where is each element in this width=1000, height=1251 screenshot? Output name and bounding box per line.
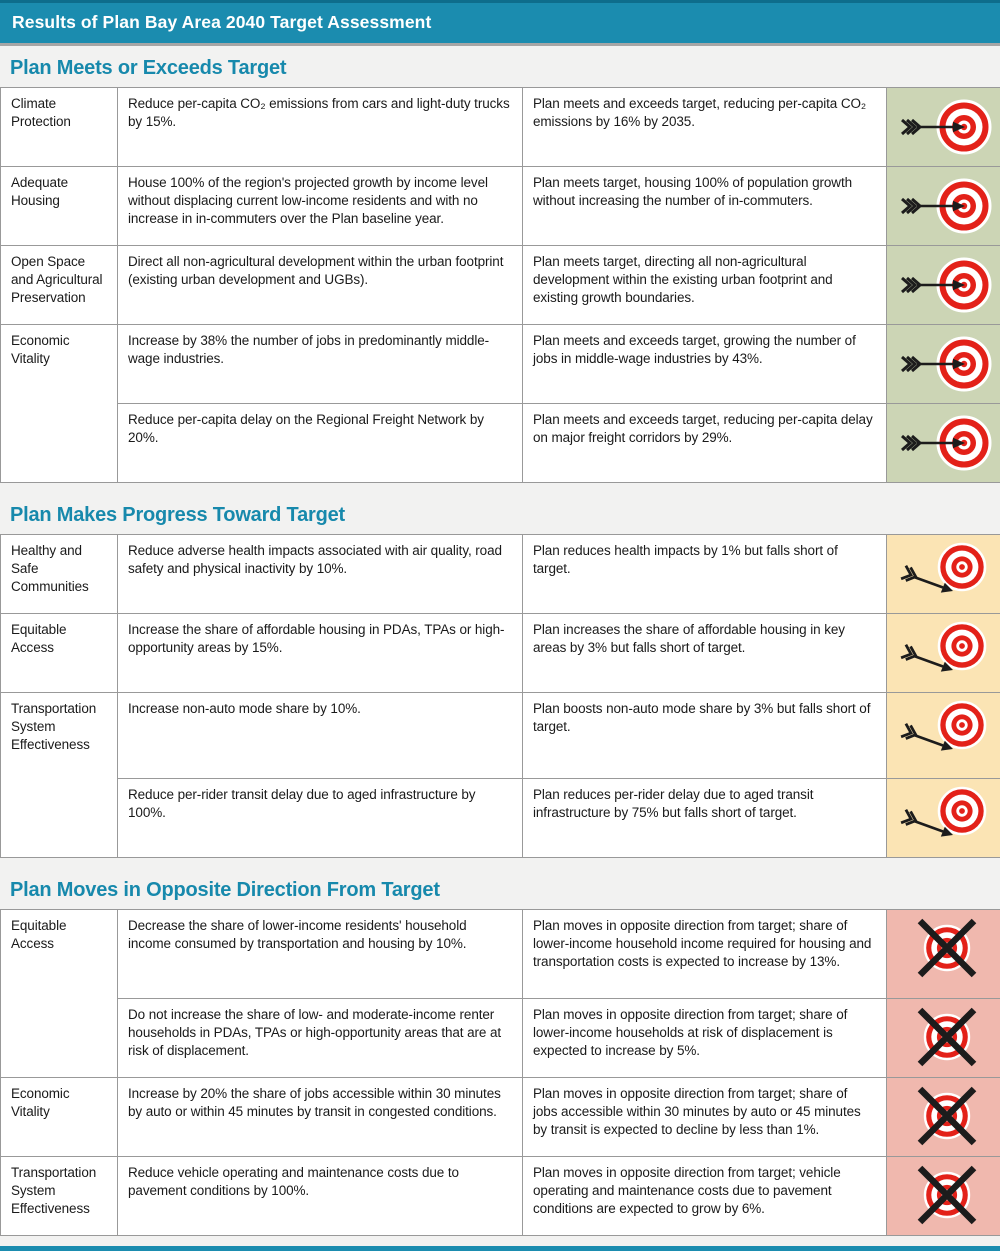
- target-arrow-center-icon: [897, 174, 997, 238]
- category-cell: Equitable Access: [1, 910, 118, 1078]
- category-cell: Transportation System Effectiveness: [1, 693, 118, 858]
- target-arrow-edge-icon: [897, 786, 997, 850]
- target-crossed-out-icon: [897, 1085, 997, 1149]
- table-row: [1, 1078, 1000, 1157]
- result-cell: Plan moves in opposite direction from target; share of lower-income household income required for housing and transportation costs is expected to increase by 13%.: [523, 910, 887, 999]
- category-cell: Adequate Housing: [1, 167, 118, 246]
- status-icon-cell: [887, 88, 1000, 167]
- section-opposite-target: [0, 868, 1000, 1236]
- table-row: [1, 614, 1000, 693]
- category-cell: Open Space and Agricultural Preservation: [1, 246, 118, 325]
- table-row: [1, 167, 1000, 246]
- section-heading-meets: Plan Meets or Exceeds Target: [0, 46, 1000, 87]
- status-icon-cell: [887, 246, 1000, 325]
- result-cell: Plan meets and exceeds target, reducing per-capita CO₂ emissions by 16% by 2035.: [523, 88, 887, 167]
- target-arrow-center-icon: [897, 411, 997, 475]
- target-arrow-center-icon: [897, 332, 997, 396]
- result-cell: Plan meets target, directing all non-agricultural development within the existing urban footprint and existing growth boundaries.: [523, 246, 887, 325]
- target-crossed-out-icon: [897, 1164, 997, 1228]
- status-icon-cell: [887, 1157, 1000, 1236]
- status-icon-cell: [887, 999, 1000, 1078]
- category-cell: Equitable Access: [1, 614, 118, 693]
- target-cell: Increase the share of affordable housing in PDAs, TPAs or high-opportunity areas by 15%.: [118, 614, 523, 693]
- target-cell: Do not increase the share of low- and moderate-income renter households in PDAs, TPAs or high-opportunity areas that are at risk of displacement.: [118, 999, 523, 1078]
- section-divider: [0, 858, 1000, 868]
- category-cell: Economic Vitality: [1, 1078, 118, 1157]
- bottom-teal-strip: [0, 1246, 1000, 1251]
- category-cell: Economic Vitality: [1, 325, 118, 483]
- target-cell: Direct all non-agricultural development within the urban footprint (existing urban development and UGBs).: [118, 246, 523, 325]
- target-cell: House 100% of the region's projected growth by income level without displacing current low-income residents and with no increase in in-commuters over the Plan baseline year.: [118, 167, 523, 246]
- target-arrow-center-icon: [897, 253, 997, 317]
- result-cell: Plan moves in opposite direction from target; share of jobs accessible within 30 minutes by auto or 45 minutes by transit is expected to decline by less than 1%.: [523, 1078, 887, 1157]
- category-cell: Transportation System Effectiveness: [1, 1157, 118, 1236]
- target-arrow-edge-icon: [897, 621, 997, 685]
- result-cell: Plan increases the share of affordable housing in key areas by 3% but falls short of target.: [523, 614, 887, 693]
- status-icon-cell: [887, 325, 1000, 404]
- section-progress-target: [0, 493, 1000, 858]
- section-heading-opposite: Plan Moves in Opposite Direction From Target: [0, 868, 1000, 909]
- result-cell: Plan reduces health impacts by 1% but falls short of target.: [523, 535, 887, 614]
- status-icon-cell: [887, 404, 1000, 483]
- target-cell: Reduce vehicle operating and maintenance costs due to pavement conditions by 100%.: [118, 1157, 523, 1236]
- section-meets-target: [0, 46, 1000, 483]
- category-cell: Climate Protection: [1, 88, 118, 167]
- meets-target-table: [0, 87, 1000, 483]
- table-row: [1, 325, 1000, 404]
- result-cell: Plan moves in opposite direction from target; vehicle operating and maintenance costs due to pavement conditions are expected to grow by 6%.: [523, 1157, 887, 1236]
- status-icon-cell: [887, 614, 1000, 693]
- target-crossed-out-icon: [897, 917, 997, 981]
- table-row: [1, 910, 1000, 999]
- status-icon-cell: [887, 779, 1000, 858]
- opposite-target-table: [0, 909, 1000, 1236]
- target-cell: Reduce per-capita CO₂ emissions from cars and light-duty trucks by 15%.: [118, 88, 523, 167]
- table-row: [1, 246, 1000, 325]
- table-row: [1, 535, 1000, 614]
- status-icon-cell: [887, 693, 1000, 779]
- status-icon-cell: [887, 167, 1000, 246]
- target-cell: Reduce per-capita delay on the Regional Freight Network by 20%.: [118, 404, 523, 483]
- target-cell: Increase non-auto mode share by 10%.: [118, 693, 523, 779]
- status-icon-cell: [887, 535, 1000, 614]
- target-arrow-edge-icon: [897, 542, 997, 606]
- result-cell: Plan moves in opposite direction from target; share of lower-income households at risk of displacement is expected to increase by 5%.: [523, 999, 887, 1078]
- status-icon-cell: [887, 1078, 1000, 1157]
- target-cell: Increase by 20% the share of jobs accessible within 30 minutes by auto or within 45 minutes by transit in congested conditions.: [118, 1078, 523, 1157]
- target-arrow-edge-icon: [897, 700, 997, 764]
- table-row: [1, 999, 1000, 1078]
- target-cell: Decrease the share of lower-income residents' household income consumed by transportation and housing by 10%.: [118, 910, 523, 999]
- result-cell: Plan meets and exceeds target, growing the number of jobs in middle-wage industries by 43%.: [523, 325, 887, 404]
- page-title: Results of Plan Bay Area 2040 Target Assessment: [12, 12, 988, 33]
- table-row: [1, 1157, 1000, 1236]
- table-row: [1, 693, 1000, 779]
- status-icon-cell: [887, 910, 1000, 999]
- table-row: [1, 404, 1000, 483]
- result-cell: Plan reduces per-rider delay due to aged transit infrastructure by 75% but falls short of target.: [523, 779, 887, 858]
- category-cell: Healthy and Safe Communities: [1, 535, 118, 614]
- target-crossed-out-icon: [897, 1006, 997, 1070]
- title-bar: [0, 0, 1000, 46]
- table-row: [1, 779, 1000, 858]
- table-row: [1, 88, 1000, 167]
- result-cell: Plan meets target, housing 100% of population growth without increasing the number of in-commuters.: [523, 167, 887, 246]
- target-arrow-center-icon: [897, 95, 997, 159]
- target-cell: Reduce adverse health impacts associated with air quality, road safety and physical inactivity by 10%.: [118, 535, 523, 614]
- result-cell: Plan boosts non-auto mode share by 3% but falls short of target.: [523, 693, 887, 779]
- target-cell: Reduce per-rider transit delay due to aged infrastructure by 100%.: [118, 779, 523, 858]
- progress-target-table: [0, 534, 1000, 858]
- result-cell: Plan meets and exceeds target, reducing per-capita delay on major freight corridors by 29%.: [523, 404, 887, 483]
- section-heading-progress: Plan Makes Progress Toward Target: [0, 493, 1000, 534]
- target-cell: Increase by 38% the number of jobs in predominantly middle-wage industries.: [118, 325, 523, 404]
- section-divider: [0, 483, 1000, 493]
